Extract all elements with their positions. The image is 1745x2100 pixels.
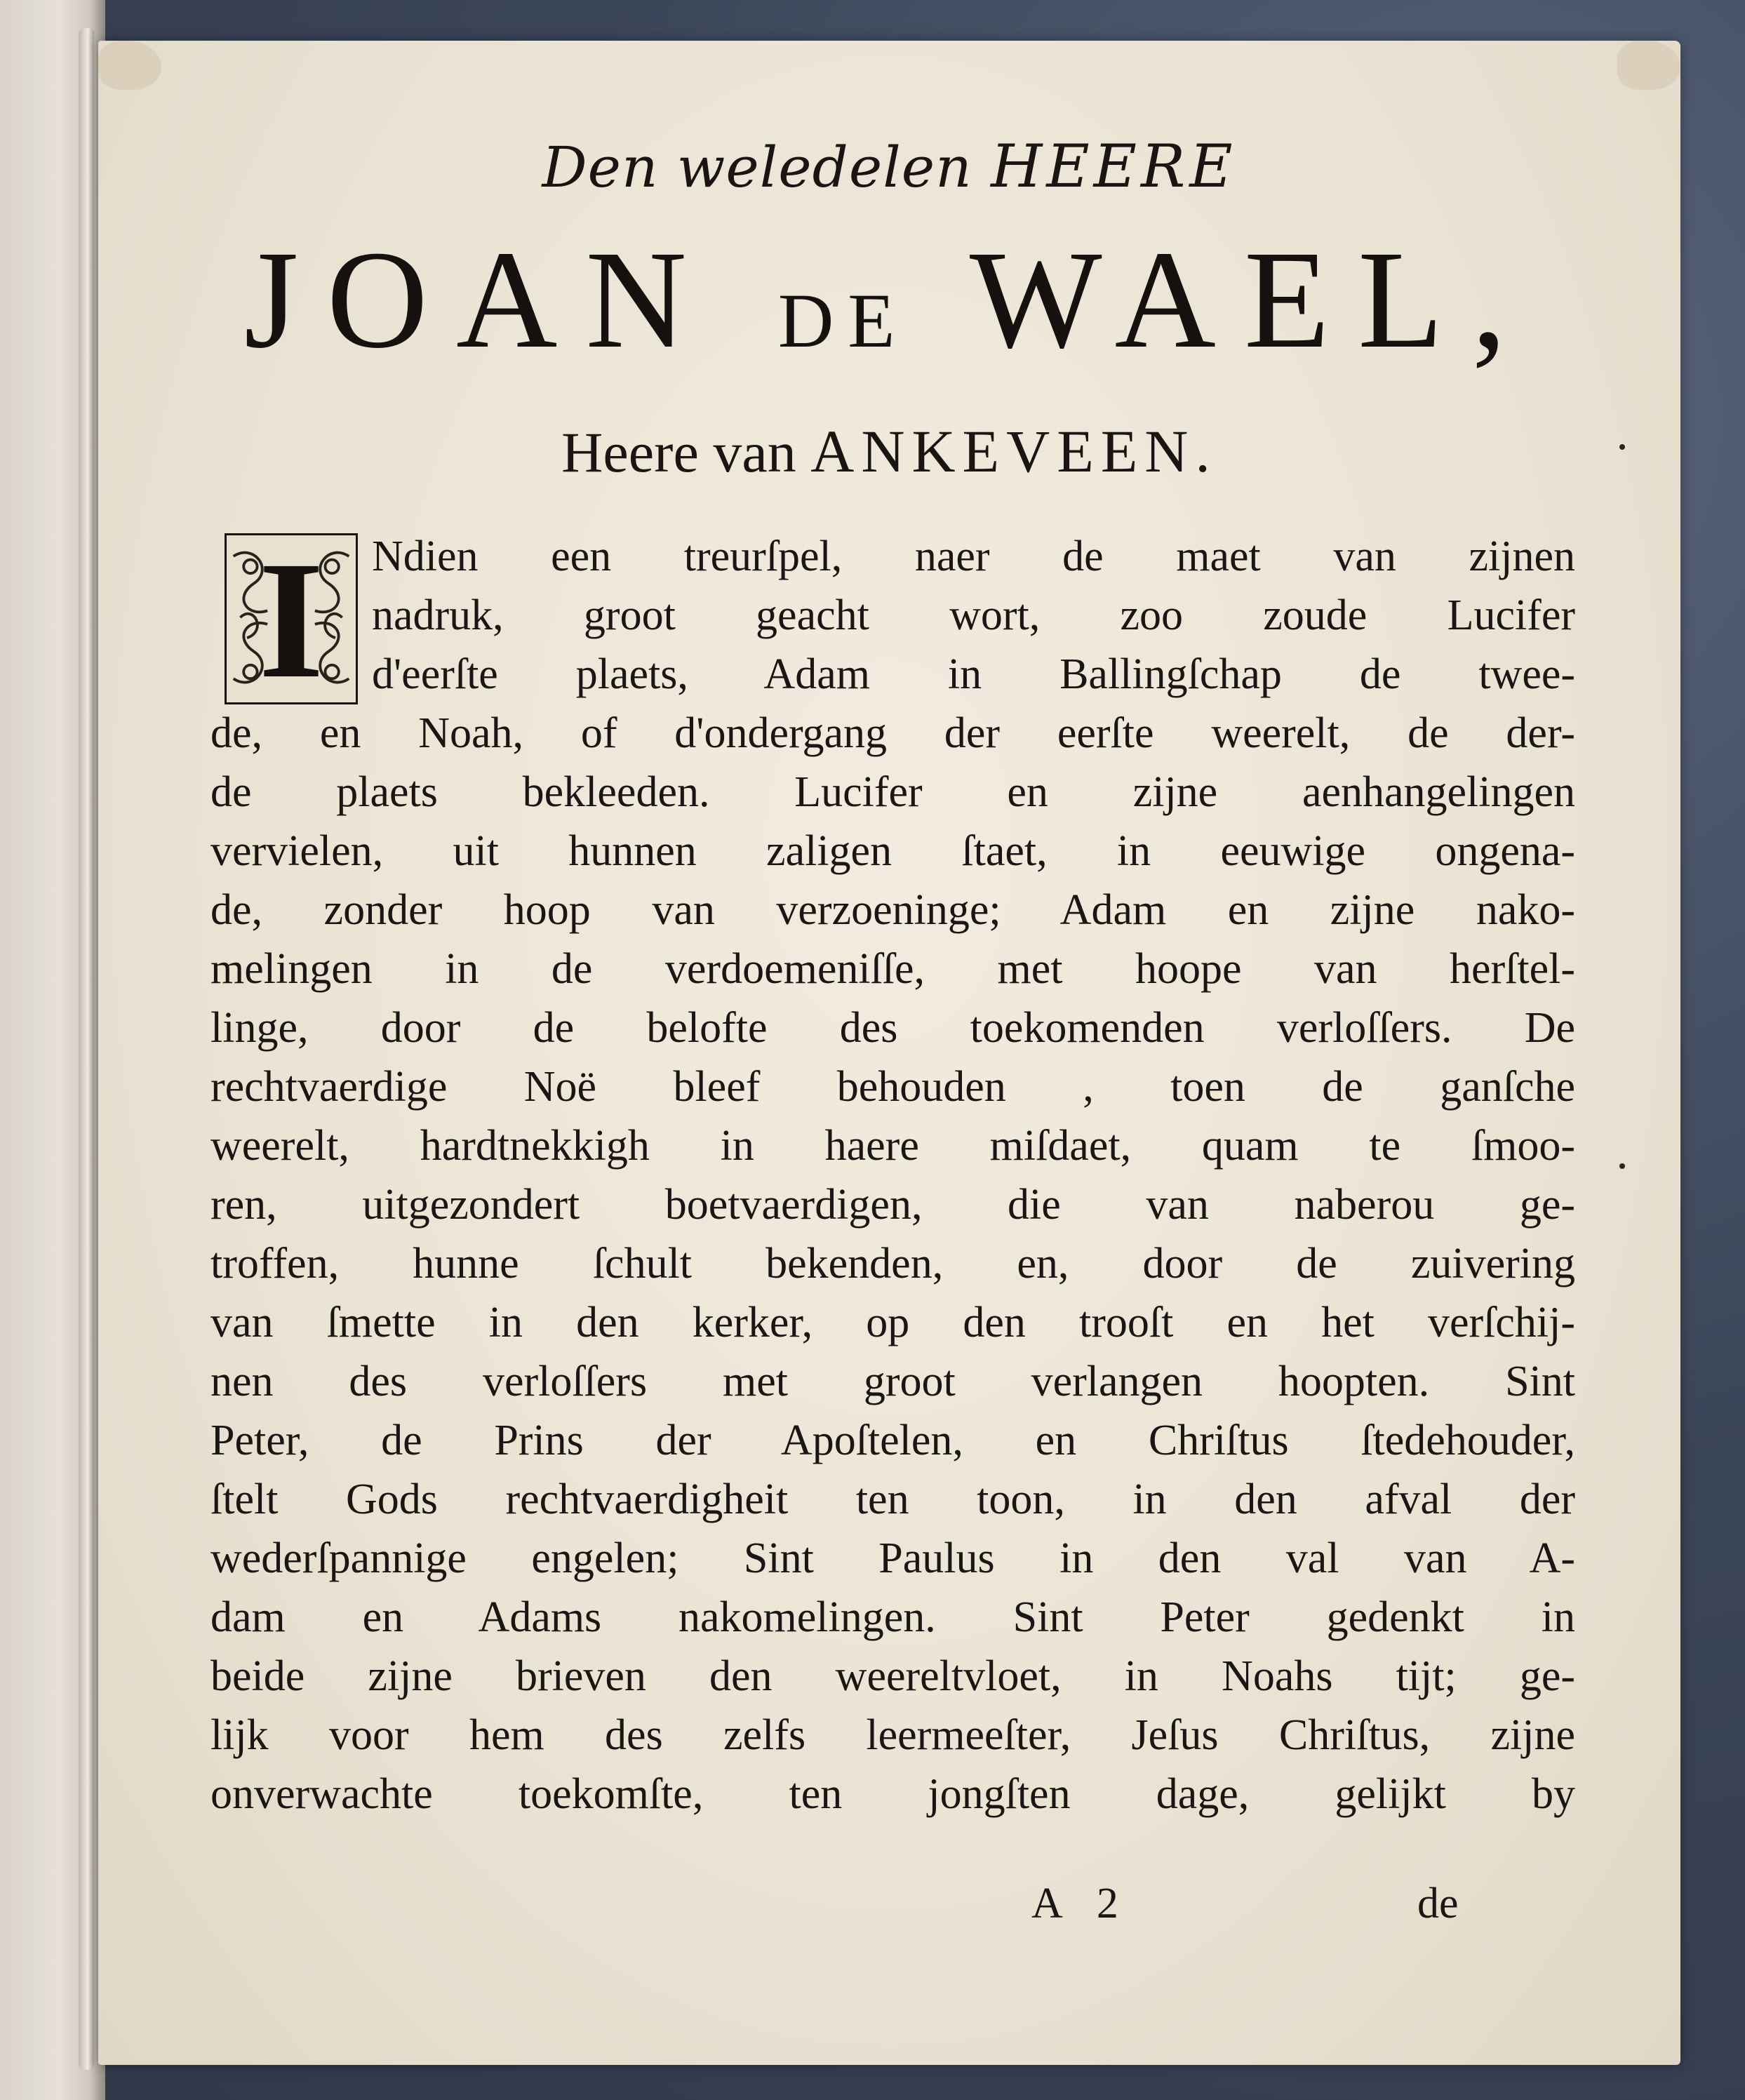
name-part2: WAEL,: [909, 222, 1535, 377]
text-line: dam en Adams nakomelingen. Sint Peter gedenkt in: [210, 1593, 1575, 1641]
dedication-heere: HEERE: [991, 132, 1237, 201]
name-part1: JOAN: [243, 222, 778, 377]
ornamental-initial: [225, 533, 358, 704]
text-line: lijk voor hem des zelfs leermeeſter, Jeſus Chriſtus, zijne: [210, 1711, 1575, 1759]
text-line: weerelt, hardtnekkigh in haere miſdaet, quam te ſmoo-: [210, 1122, 1575, 1170]
text-line: onverwachte toekomſte, ten jongſten dage, gelijkt by: [210, 1770, 1575, 1818]
book-gutter: [79, 28, 94, 2070]
text-line: d'eerſte plaets, Adam in Ballingſchap de twee-: [372, 650, 1575, 698]
worn-corner-top-right: [1617, 41, 1680, 90]
text-line: beide zijne brieven den weereltvloet, in Noahs tijt; ge-: [210, 1652, 1575, 1700]
facing-page-edge: [0, 0, 105, 2100]
dedicatee-title: [98, 416, 1680, 486]
text-line: de, zonder hoop van verzoeninge; Adam en zijne nako-: [210, 886, 1575, 934]
paper-speck: [1619, 1163, 1625, 1169]
text-line: linge, door de belofte des toekomenden verloſſers. De: [210, 1004, 1575, 1052]
text-line: nen des verloſſers met groot verlangen hoopten. Sint: [210, 1358, 1575, 1405]
text-line: ren, uitgezondert boetvaerdigen, die van naberou ge-: [210, 1181, 1575, 1229]
dedicatee-name: [98, 216, 1680, 405]
text-line: rechtvaerdige Noë bleef behouden , toen de ganſche: [210, 1063, 1575, 1111]
dedication-line: [98, 132, 1680, 201]
text-line: nadruk, groot geacht wort, zoo zoude Lucifer: [372, 591, 1575, 639]
signature-mark: A 2: [1031, 1880, 1131, 1927]
title-prefix: Heere van: [561, 420, 811, 484]
dedication-prefix: Den weledelen: [542, 135, 991, 200]
title-place: ANKEVEEN.: [810, 417, 1217, 485]
text-line: de plaets bekleeden. Lucifer en zijne aenhangelingen: [210, 768, 1575, 816]
text-line: Ndien een treurſpel, naer de maet van zijnen: [372, 533, 1575, 580]
book-page: [98, 41, 1680, 2065]
text-line: van ſmette in den kerker, op den trooſt en het verſchij-: [210, 1299, 1575, 1346]
paper-speck: [1619, 444, 1625, 450]
text-line: de, en Noah, of d'ondergang der eerſte weerelt, de der-: [210, 709, 1575, 757]
text-line: melingen in de verdoemeniſſe, met hoope van herſtel-: [210, 945, 1575, 993]
text-line: Peter, de Prins der Apoſtelen, en Chriſtus ſtedehouder,: [210, 1417, 1575, 1464]
text-line: troffen, hunne ſchult bekenden, en, door de zuivering: [210, 1240, 1575, 1288]
text-line: ſtelt Gods rechtvaerdigheit ten toon, in den afval der: [210, 1476, 1575, 1523]
catchword: de: [1417, 1880, 1459, 1927]
initial-letter: I: [258, 533, 324, 704]
name-particle: DE: [777, 278, 909, 363]
text-line: vervielen, uit hunnen zaligen ſtaet, in eeuwige ongena-: [210, 827, 1575, 875]
worn-corner-top-left: [98, 41, 161, 90]
text-line: wederſpannige engelen; Sint Paulus in den val van A-: [210, 1534, 1575, 1582]
